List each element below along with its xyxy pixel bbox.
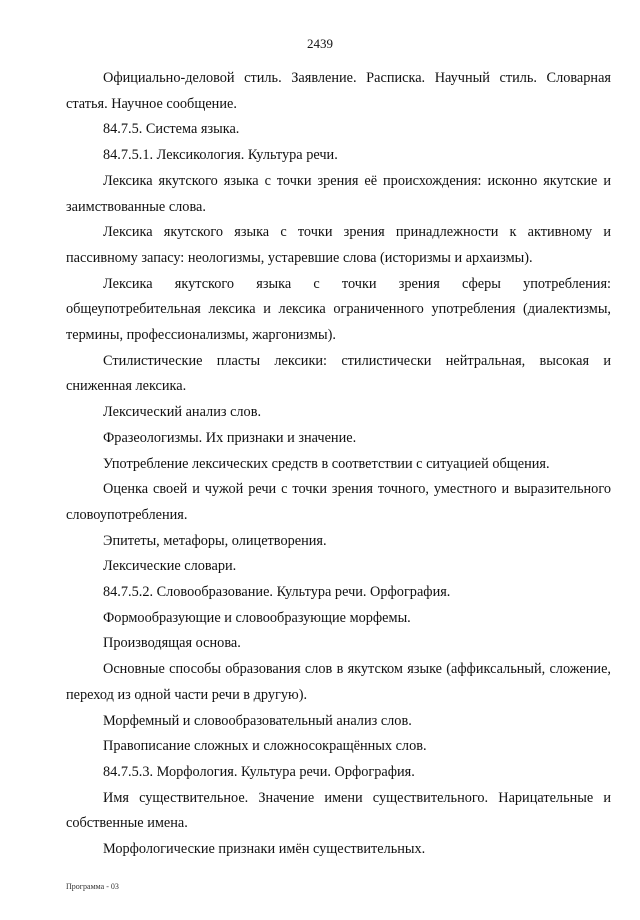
paragraph: Лексический анализ слов.: [103, 404, 262, 421]
body-text: [66, 66, 611, 863]
page-number: 2439: [307, 36, 333, 51]
paragraph: Стилистические пласты лексики: стилистически нейтральная, высокая и сниженная лексика.: [66, 352, 611, 395]
paragraph: 84.7.5.1. Лексикология. Культура речи.: [103, 147, 338, 164]
paragraph: Основные способы образования слов в якутском языке (аффиксальный, сложение, переход из одной части речи в другую).: [66, 661, 611, 703]
paragraph: Производящая основа.: [103, 635, 241, 652]
paragraph: Формообразующие и словообразующие морфемы.: [103, 609, 411, 626]
paragraph: Лексика якутского языка с точки зрения сферы употребления: общеупотребительная лексика и лексика ограниченного употребления (диалектизмы, термины, профессионализмы, жаргонизмы).: [66, 275, 611, 344]
paragraph: Эпитеты, метафоры, олицетворения.: [103, 532, 327, 549]
paragraph: Морфологические признаки имён существительных.: [103, 841, 426, 858]
paragraph: Употребление лексических средств в соответствии с ситуацией общения.: [103, 455, 550, 472]
paragraph: Имя существительное. Значение имени существительного. Нарицательные и собственные имена.: [66, 789, 611, 832]
paragraph: Морфемный и словообразовательный анализ слов.: [103, 712, 412, 729]
paragraph: Оценка своей и чужой речи с точки зрения точного, уместного и выразительного словоупотребления.: [66, 481, 611, 523]
paragraph: Лексика якутского языка с точки зрения её происхождения: исконно якутские и заимствованные слова.: [66, 172, 611, 215]
paragraph: Фразеологизмы. Их признаки и значение.: [103, 429, 357, 446]
paragraph: 84.7.5. Система языка.: [103, 121, 240, 138]
paragraph: Правописание сложных и сложносокращённых слов.: [103, 738, 427, 755]
paragraph: Лексика якутского языка с точки зрения принадлежности к активному и пассивному запасу: неологизмы, устаревшие слова (историзмы и архаизмы).: [66, 224, 611, 266]
paragraph: 84.7.5.3. Морфология. Культура речи. Орфография.: [103, 763, 415, 780]
paragraph: 84.7.5.2. Словообразование. Культура речи. Орфография.: [103, 584, 451, 601]
paragraph: Официально-деловой стиль. Заявление. Расписка. Научный стиль. Словарная статья. Научное сообщение.: [66, 70, 611, 112]
footer-label: Программа - 03: [66, 882, 119, 891]
paragraph: Лексические словари.: [103, 558, 237, 575]
